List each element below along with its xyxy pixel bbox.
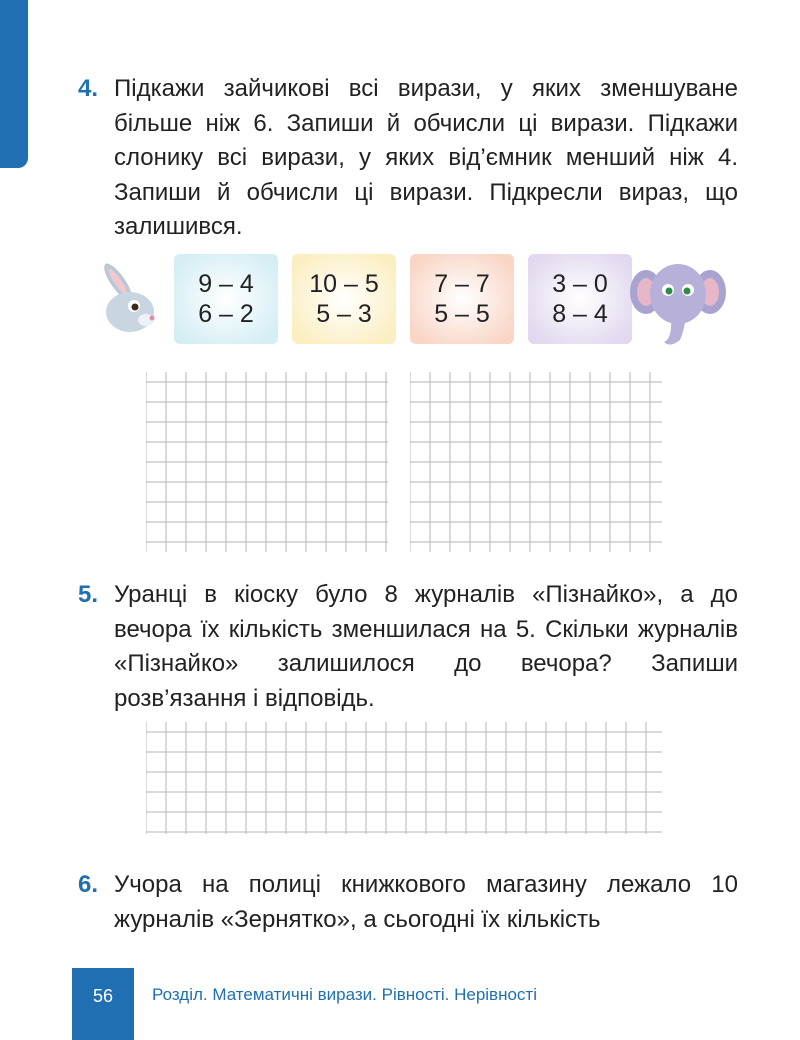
task-text: Уранці в кіоску було 8 журналів «Пізнайко», а до вечора їх кількість зменшилася на 5. Скільки журналів «Пізнайко» залишилося до вечора? Запиши розв’язання і відповідь.	[114, 581, 738, 712]
expression-card	[410, 254, 514, 344]
expression-line: 9 – 4	[198, 270, 254, 298]
answer-grid-solution[interactable]	[146, 722, 662, 834]
section-title: Розділ. Математичні вирази. Рівності. Нерівності	[152, 985, 537, 1004]
expression-card	[528, 254, 632, 344]
task-number: 6.	[78, 871, 99, 898]
expression-line: 6 – 2	[198, 300, 254, 328]
answer-grid-right[interactable]	[410, 372, 662, 552]
expression-card	[292, 254, 396, 344]
task-6	[78, 868, 738, 937]
answer-grid-left[interactable]	[146, 372, 388, 552]
task-text: Учора на полиці книжкового магазину лежало 10 журналів «Зернятко», а сьогодні їх кількість	[114, 871, 738, 933]
elephant-icon	[630, 256, 726, 348]
page-number: 56	[92, 986, 114, 1006]
task-5	[78, 578, 738, 716]
expression-line: 7 – 7	[434, 270, 490, 298]
expression-line: 5 – 3	[316, 300, 372, 328]
page-number-tab	[72, 968, 134, 1040]
expression-card	[174, 254, 278, 344]
expression-line: 5 – 5	[434, 300, 490, 328]
task-text: Підкажи зайчикові всі вирази, у яких зменшуване більше ніж 6. Запиши й обчисли ці вирази. Підкажи слонику всі вирази, у яких від’ємник менший ніж 4. Запиши й обчисли ці вирази. Підкресли вираз, що залишився.	[114, 75, 738, 240]
side-tab	[0, 0, 28, 168]
expression-line: 10 – 5	[309, 270, 379, 298]
task-number: 5.	[78, 581, 99, 608]
bunny-icon	[96, 260, 158, 340]
expression-line: 8 – 4	[552, 300, 608, 328]
expression-cards-row	[96, 250, 736, 350]
task-number: 4.	[78, 75, 99, 102]
task-4	[78, 72, 738, 245]
expression-line: 3 – 0	[552, 270, 608, 298]
